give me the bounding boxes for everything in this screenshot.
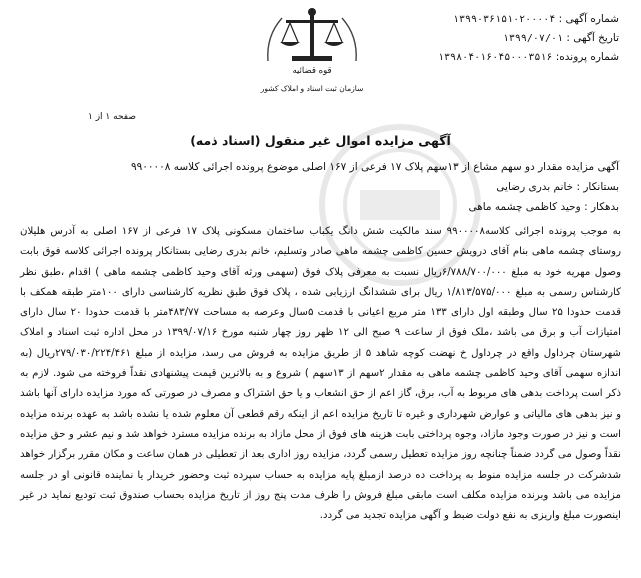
- ad-date: ۱۳۹۹/۰۷/۰۱: [502, 33, 564, 44]
- ad-date-label: تاریخ آگهی :: [566, 32, 619, 44]
- judiciary-name: قوه قضائیه: [292, 66, 332, 76]
- notice-body: به موجب پرونده اجرائی کلاسه۹۹۰۰۰۰۸ سند مالکیت شش دانگ یکباب ساختمان مسکونی پلاک ۱۷ فرعی از ۱۶۷ اصلی به آدرس هلیلان روستای چشمه ماهی بنام آقای درویش حسین کاظمی چشمه ماهی صادر وتسلیم، خانم بدری رضایی بستانکار پرونده اجرائی کلاسه فوق بابت وصول مهریه خود به مبلغ ۶/۷۸۸/۷۰۰/۰۰۰ریال نسبت به معرفی پلاک فوق (سهمی ورثه آقای وحید کاظمی چشمه ماهی ) اقدام ،طبق نظر کارشناس رسمی به مبلغ ۱/۸۱۳/۵۷۵/۰۰۰ ریال برای ششدانگ ارزیابی شده ، پلاک فوق طبق نظریه کارشناسی دارای ۱۰۰متر طبقه همکف با قدمت حدودا ۲۵ سال وطبقه اول دارای ۱۳۳ متر مربع اعیانی با قدمت ۵سال وعرصه به مساحت ۴۸۳/۷۷متر با قدمت حدودا ۲۰ سال دارای امتیازات آب و برق می باشد ،ملک فوق از ساعت ۹ صبح الی ۱۲ ظهر روز چهار شنبه مورخ ۱۳۹۹/۰۷/۱۶ در محل اداره ثبت اسناد و املاک شهرستان چرداول واقع در چرداول خ نهضت کوچه شاهد ۵ از طریق مزایده به فروش می رسد، مزایده از مبلغ ۲۷۹/۰۳۰/۲۲۴/۴۶۱ریال (به اندازه سهمی آقای وحید کاظمی چشمه ماهی به مقدار ۲سهم از ۱۳سهم ) شروع و به بالاترین قیمت پیشنهادی نقداً فروخته می شود. لازم به ذکر است پرداخت بدهی های مربوط به آب، برق، گاز اعم از حق انشعاب و یا حق اشتراک و مصرف در صورتی که مورد مزایده دارای آنها باشد و نیز بدهی های مالیاتی و عوارض شهرداری و غیره تا تاریخ مزایده اعم از اینکه رقم قطعی آن معلوم شده یا نشده باشد به عهده برنده مزایده است و نیز در صورت وجود مازاد، وجوه پرداختی بابت هزینه های فوق از محل مازاد به برنده مزایده مسترد خواهد شد و نیم عشر و حق مزایده نقداً وصول می گردد ضمناً چنانچه روز مزایده تعطیل رسمی گردد، مزایده روز اداری بعد از تعطیلی در همان ساعت و مکان مقرر برگزار خواهد شدشرکت در جلسه مزایده منوط به پرداخت ده درصد ازمبلغ پایه مزایده به حساب سپرده ثبت وحضور خریدار یا نماینده قانونی او در جلسه مزایده می باشد وبرنده مزایده مکلف است مابقی مبلغ فروش را ظرف مدت پنج روز از تاریخ مزایده بحساب صندوق ثبت تودیع نماید در غیر اینصورت مبلغ واریزی به نفع دولت ضبط و آگهی مزایده تجدید می گردد.: [20, 226, 622, 522]
- notice-title: آگهی مزایده اموال غیر منقول (اسناد ذمه): [190, 133, 451, 148]
- creditor-line: بستانکار : خانم بدری رضایی: [496, 181, 619, 193]
- ad-number-label: شماره آگهی :: [558, 13, 619, 25]
- intro-subject: آگهی مزایده مقدار دو سهم مشاع از ۱۳سهم پلاک ۱۷ فرعی از ۱۶۷ اصلی موضوع پرونده اجرائی کلاسه ۹۹۰۰۰۰۸: [130, 161, 619, 173]
- notice-intro: [22, 157, 619, 217]
- scales-of-justice-icon: [262, 6, 362, 66]
- judiciary-emblem: [262, 6, 362, 106]
- ad-number: ۱۳۹۹۰۳۶۱۵۱۰۲۰۰۰۰۴: [452, 14, 556, 25]
- organization-name: سازمان ثبت اسناد و املاک کشور: [260, 84, 364, 93]
- page-number: صفحه ۱ از ۱: [88, 112, 136, 122]
- case-number: ۱۳۹۸۰۴۰۱۶۰۴۵۰۰۰۳۵۱۶: [438, 52, 553, 63]
- ad-date-row: [404, 29, 619, 48]
- ad-metadata: [404, 10, 619, 67]
- debtor-line: بدهکار : وحید کاظمی چشمه ماهی: [468, 201, 619, 213]
- case-number-label: شماره پرونده:: [555, 51, 619, 63]
- case-number-row: [404, 48, 619, 67]
- ad-number-row: [404, 10, 619, 29]
